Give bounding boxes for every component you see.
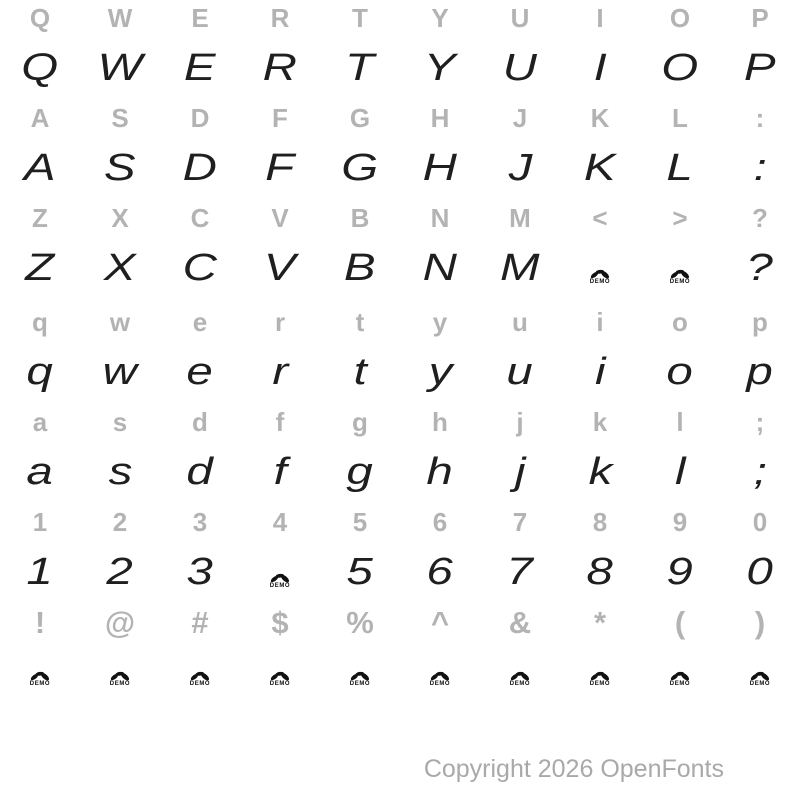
font-glyph-char: s xyxy=(108,451,132,493)
font-glyph-cell xyxy=(480,149,560,187)
font-glyph-cell xyxy=(640,553,720,591)
key-label: ) xyxy=(754,604,766,640)
font-glyph-char: W xyxy=(97,47,143,89)
font-glyph-cell xyxy=(480,553,560,591)
font-glyph-char: e xyxy=(186,351,214,393)
font-glyph-char: q xyxy=(26,351,54,393)
uppercase-home-row-glyphs xyxy=(0,143,800,193)
font-glyph-cell xyxy=(80,453,160,491)
font-glyph-cell xyxy=(320,353,400,391)
font-glyph-char: w xyxy=(102,351,138,393)
key-label: h xyxy=(432,407,448,437)
demo-mark-cell xyxy=(240,553,320,591)
key-label: R xyxy=(270,3,290,33)
font-glyph-cell xyxy=(0,249,80,287)
font-glyph-char: k xyxy=(588,451,612,493)
key-label: u xyxy=(512,307,528,337)
font-glyph-char: J xyxy=(508,147,532,189)
font-glyph-cell xyxy=(80,553,160,591)
font-glyph-char: A xyxy=(24,147,56,189)
key-label: 2 xyxy=(112,507,128,537)
font-glyph-cell xyxy=(0,553,80,591)
key-label: P xyxy=(751,3,769,33)
key-label: 8 xyxy=(592,507,608,537)
uppercase-bottom-row-glyphs xyxy=(0,243,800,293)
key-label: % xyxy=(346,604,374,640)
demo-mark-label: DEMO xyxy=(189,681,211,687)
font-glyph-cell xyxy=(720,49,800,87)
demo-mark-label: DEMO xyxy=(589,681,611,687)
font-glyph-cell xyxy=(560,553,640,591)
key-label: * xyxy=(593,604,607,640)
font-glyph-cell xyxy=(640,353,720,391)
font-glyph-char: 6 xyxy=(426,551,454,593)
font-glyph-cell xyxy=(320,249,400,287)
key-label: 1 xyxy=(32,507,48,537)
demo-mark xyxy=(669,669,691,687)
demo-mark-cell xyxy=(240,651,320,689)
font-glyph-cell xyxy=(560,149,640,187)
font-glyph-cell xyxy=(720,249,800,287)
demo-mark xyxy=(669,267,691,285)
digits-row-glyphs xyxy=(0,547,800,597)
font-glyph-cell xyxy=(80,353,160,391)
key-label: # xyxy=(191,604,209,640)
key-label: ! xyxy=(34,604,46,640)
key-label: X xyxy=(111,203,129,233)
font-glyph-cell xyxy=(400,553,480,591)
key-label: @ xyxy=(104,604,136,640)
lowercase-qwerty-row-glyphs xyxy=(0,347,800,397)
key-label: W xyxy=(107,3,133,33)
font-glyph-char: 1 xyxy=(26,551,54,593)
font-glyph-cell xyxy=(320,553,400,591)
font-glyph-cell xyxy=(160,353,240,391)
key-label: j xyxy=(516,407,524,437)
demo-mark-cell xyxy=(480,651,560,689)
key-label: E xyxy=(191,3,209,33)
key-label: M xyxy=(509,203,531,233)
uppercase-home-row-labels xyxy=(0,93,800,143)
key-label: q xyxy=(32,307,48,337)
font-glyph-char: 5 xyxy=(346,551,374,593)
uppercase-bottom-row-labels xyxy=(0,193,800,243)
key-label: l xyxy=(676,407,684,437)
demo-mark-cell xyxy=(640,249,720,287)
font-glyph-cell xyxy=(160,249,240,287)
font-glyph-cell xyxy=(160,453,240,491)
key-label: 5 xyxy=(352,507,368,537)
font-glyph-cell xyxy=(720,353,800,391)
key-label: i xyxy=(596,307,604,337)
lowercase-home-row-glyphs xyxy=(0,447,800,497)
key-label: L xyxy=(672,103,688,133)
font-glyph-char: M xyxy=(500,247,540,289)
font-glyph-cell xyxy=(720,149,800,187)
font-glyph-cell xyxy=(160,149,240,187)
font-glyph-cell xyxy=(240,249,320,287)
font-glyph-cell xyxy=(560,453,640,491)
font-glyph-cell xyxy=(320,149,400,187)
copyright-text: Copyright 2026 OpenFonts xyxy=(423,755,724,783)
key-label: Y xyxy=(431,3,449,33)
key-label: d xyxy=(192,407,208,437)
font-glyph-char: C xyxy=(182,247,218,289)
font-glyph-char: I xyxy=(593,47,607,89)
demo-mark xyxy=(29,669,51,687)
key-label: 0 xyxy=(752,507,768,537)
font-glyph-char: o xyxy=(666,351,694,393)
font-glyph-char: 3 xyxy=(186,551,214,593)
font-glyph-char: 7 xyxy=(506,551,534,593)
font-glyph-cell xyxy=(0,149,80,187)
key-label: w xyxy=(109,307,131,337)
key-label: < xyxy=(592,203,608,233)
font-glyph-cell xyxy=(640,453,720,491)
key-label: I xyxy=(596,3,604,33)
key-label: o xyxy=(672,307,688,337)
demo-mark-cell xyxy=(400,651,480,689)
symbols-row-glyphs xyxy=(0,647,800,693)
font-glyph-char: f xyxy=(273,451,287,493)
key-label: g xyxy=(352,407,368,437)
uppercase-qwerty-row-labels xyxy=(0,0,800,43)
font-glyph-cell xyxy=(0,49,80,87)
key-label: C xyxy=(190,203,210,233)
font-glyph-char: Y xyxy=(424,47,456,89)
key-label: A xyxy=(30,103,50,133)
font-glyph-char: g xyxy=(346,451,374,493)
font-glyph-char: y xyxy=(428,351,452,393)
font-glyph-cell xyxy=(640,49,720,87)
font-glyph-cell xyxy=(400,49,480,87)
font-glyph-char: t xyxy=(353,351,367,393)
font-glyph-cell xyxy=(560,49,640,87)
key-label: ; xyxy=(755,407,765,437)
demo-mark-label: DEMO xyxy=(429,681,451,687)
demo-mark-label: DEMO xyxy=(349,681,371,687)
demo-mark xyxy=(349,669,371,687)
key-label: $ xyxy=(271,604,289,640)
font-glyph-cell xyxy=(0,453,80,491)
font-glyph-char: X xyxy=(104,247,136,289)
demo-mark xyxy=(589,267,611,285)
font-glyph-char: F xyxy=(265,147,295,189)
demo-mark-label: DEMO xyxy=(29,681,51,687)
key-label: H xyxy=(430,103,450,133)
key-label: 3 xyxy=(192,507,208,537)
font-glyph-char: ? xyxy=(746,247,774,289)
font-glyph-char: O xyxy=(661,47,699,89)
font-glyph-char: d xyxy=(186,451,214,493)
demo-mark xyxy=(269,571,291,589)
key-label: Z xyxy=(32,203,48,233)
demo-mark-cell xyxy=(560,651,640,689)
font-glyph-char: V xyxy=(264,247,296,289)
font-glyph-cell xyxy=(400,453,480,491)
font-glyph-char: 0 xyxy=(746,551,774,593)
demo-mark-label: DEMO xyxy=(749,681,771,687)
key-label: B xyxy=(350,203,370,233)
font-glyph-char: a xyxy=(26,451,54,493)
font-glyph-char: Q xyxy=(21,47,59,89)
key-label: ( xyxy=(674,604,686,640)
demo-mark xyxy=(749,669,771,687)
demo-mark xyxy=(509,669,531,687)
key-label: 7 xyxy=(512,507,528,537)
demo-mark-label: DEMO xyxy=(589,279,611,285)
key-label: k xyxy=(592,407,608,437)
key-label: J xyxy=(512,103,528,133)
font-glyph-char: ; xyxy=(753,451,767,493)
font-glyph-char: G xyxy=(341,147,379,189)
key-label: Q xyxy=(29,3,51,33)
font-glyph-cell xyxy=(320,49,400,87)
font-glyph-char: K xyxy=(584,147,616,189)
demo-mark-cell xyxy=(720,651,800,689)
key-label: t xyxy=(355,307,365,337)
font-glyph-cell xyxy=(560,353,640,391)
demo-mark xyxy=(189,669,211,687)
font-glyph-char: P xyxy=(744,47,776,89)
font-glyph-cell xyxy=(480,453,560,491)
font-glyph-char: T xyxy=(345,47,375,89)
font-glyph-char: h xyxy=(426,451,454,493)
font-glyph-cell xyxy=(240,353,320,391)
font-glyph-char: S xyxy=(104,147,136,189)
font-glyph-cell xyxy=(80,49,160,87)
demo-mark-cell xyxy=(560,249,640,287)
font-glyph-char: R xyxy=(262,47,298,89)
font-glyph-cell xyxy=(640,149,720,187)
key-label: : xyxy=(755,103,765,133)
key-label: r xyxy=(274,307,286,337)
font-glyph-char: 8 xyxy=(586,551,614,593)
demo-mark xyxy=(109,669,131,687)
demo-mark-cell xyxy=(640,651,720,689)
key-label: & xyxy=(508,604,532,640)
demo-mark-cell xyxy=(320,651,400,689)
demo-mark-label: DEMO xyxy=(109,681,131,687)
key-label: N xyxy=(430,203,450,233)
demo-mark-cell xyxy=(0,651,80,689)
key-label: S xyxy=(111,103,129,133)
key-label: 4 xyxy=(272,507,288,537)
digits-row-labels xyxy=(0,497,800,547)
font-glyph-char: D xyxy=(182,147,218,189)
key-label: p xyxy=(752,307,768,337)
font-glyph-cell xyxy=(400,249,480,287)
demo-mark-label: DEMO xyxy=(269,681,291,687)
font-glyph-cell xyxy=(0,353,80,391)
font-glyph-cell xyxy=(480,249,560,287)
font-glyph-char: r xyxy=(272,351,288,393)
font-glyph-char: l xyxy=(674,451,686,493)
font-glyph-char: B xyxy=(344,247,376,289)
font-glyph-cell xyxy=(400,353,480,391)
key-label: 9 xyxy=(672,507,688,537)
font-glyph-cell xyxy=(320,453,400,491)
font-glyph-cell xyxy=(80,249,160,287)
key-label: s xyxy=(112,407,128,437)
font-glyph-char: H xyxy=(422,147,458,189)
font-glyph-cell xyxy=(400,149,480,187)
font-glyph-char: L xyxy=(666,147,694,189)
key-label: K xyxy=(590,103,610,133)
demo-mark-cell xyxy=(80,651,160,689)
lowercase-home-row-labels xyxy=(0,397,800,447)
font-glyph-char: E xyxy=(184,47,216,89)
font-glyph-char: Z xyxy=(25,247,55,289)
key-label: f xyxy=(275,407,285,437)
key-label: > xyxy=(672,203,688,233)
symbols-row-labels xyxy=(0,597,800,647)
key-label: 6 xyxy=(432,507,448,537)
font-glyph-char: j xyxy=(514,451,526,493)
font-glyph-char: : xyxy=(753,147,767,189)
font-glyph-char: U xyxy=(502,47,538,89)
font-glyph-cell xyxy=(160,553,240,591)
font-glyph-cell xyxy=(480,353,560,391)
key-label: V xyxy=(271,203,289,233)
key-label: D xyxy=(190,103,210,133)
key-label: y xyxy=(432,307,448,337)
demo-mark-label: DEMO xyxy=(269,583,291,589)
demo-mark xyxy=(589,669,611,687)
key-label: G xyxy=(349,103,371,133)
font-glyph-char: u xyxy=(506,351,534,393)
font-glyph-char: N xyxy=(422,247,458,289)
font-glyph-cell xyxy=(480,49,560,87)
key-label: ? xyxy=(752,203,768,233)
demo-mark xyxy=(429,669,451,687)
font-glyph-char: 9 xyxy=(666,551,694,593)
key-label: F xyxy=(272,103,288,133)
key-label: U xyxy=(510,3,530,33)
font-glyph-char: 2 xyxy=(106,551,134,593)
uppercase-qwerty-row-glyphs xyxy=(0,43,800,93)
demo-mark-cell xyxy=(160,651,240,689)
demo-mark xyxy=(269,669,291,687)
font-glyph-cell xyxy=(720,553,800,591)
key-label: ^ xyxy=(430,604,450,640)
font-glyph-cell xyxy=(720,453,800,491)
demo-mark-label: DEMO xyxy=(509,681,531,687)
font-glyph-cell xyxy=(240,49,320,87)
key-label: a xyxy=(32,407,48,437)
demo-mark-label: DEMO xyxy=(669,279,691,285)
key-label: e xyxy=(192,307,208,337)
font-glyph-cell xyxy=(240,149,320,187)
key-label: T xyxy=(352,3,368,33)
font-glyph-char: i xyxy=(594,351,606,393)
font-glyph-char: p xyxy=(746,351,774,393)
font-glyph-cell xyxy=(160,49,240,87)
font-glyph-cell xyxy=(240,453,320,491)
demo-mark-label: DEMO xyxy=(669,681,691,687)
key-label: O xyxy=(669,3,691,33)
lowercase-qwerty-row-labels xyxy=(0,297,800,347)
font-glyph-cell xyxy=(80,149,160,187)
